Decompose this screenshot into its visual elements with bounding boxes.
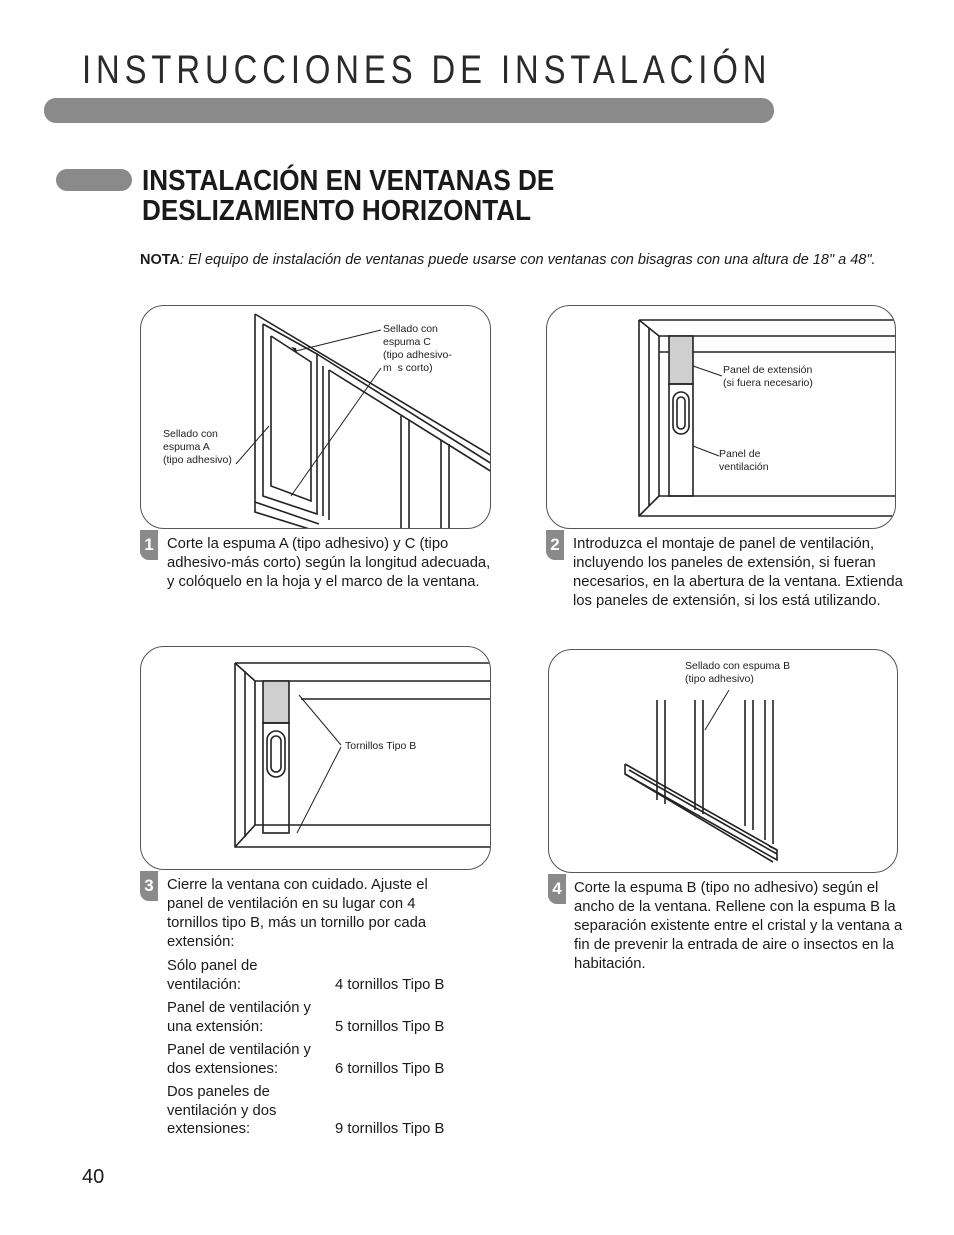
screw-row-desc: Panel de ventilación y una extensión: xyxy=(167,1000,311,1035)
callout-foam-c: Sellado con espuma C (tipo adhesivo- m s corto) xyxy=(383,323,452,374)
page-number: 40 xyxy=(82,1166,105,1188)
step-3-text: Cierre la ventana con cuidado. Ajuste el panel de ventilación en su lugar con 4 tornillos tipo B, más un tornillo por cada extensión: xyxy=(167,877,428,950)
section-title-line-1: INSTALACIÓN EN VENTANAS DE xyxy=(142,165,555,197)
note-label: NOTA xyxy=(140,252,181,268)
callout-extension-panel: Panel de extensión (si fuera necesario) xyxy=(723,364,813,389)
header-bar xyxy=(44,98,774,123)
screw-row xyxy=(167,957,487,994)
screw-row-qty: 4 tornillos Tipo B xyxy=(335,976,445,993)
step-1-text: Corte la espuma A (tipo adhesivo) y C (tipo adhesivo-más corto) según la longitud adecuada, y colóquelo en la hoja y el marco de la ventana. xyxy=(167,536,491,590)
step-1-badge: 1 xyxy=(140,530,158,560)
step-3-badge: 3 xyxy=(140,871,158,901)
vent-panel-illustration xyxy=(547,306,896,529)
screw-row-qty: 9 tornillos Tipo B xyxy=(335,1121,445,1137)
page-header-title: INSTRUCCIONES DE INSTALACIÓN xyxy=(82,48,772,92)
illustration-step-3 xyxy=(140,646,491,870)
note-text: : El equipo de instalación de ventanas puede usarse con ventanas con bisagras con una altura de 18" a 48". xyxy=(180,252,876,268)
illustration-step-2 xyxy=(546,305,896,529)
screws-illustration xyxy=(141,647,491,870)
step-4-text: Corte la espuma B (tipo no adhesivo) según el ancho de la ventana. Rellene con la espuma B la separación existente entre el cristal y la ventana a fin de prevenir la entrada de aire o insectos en la habitación. xyxy=(574,880,903,972)
callout-foam-b: Sellado con espuma B (tipo adhesivo) xyxy=(685,660,791,685)
illustration-step-1 xyxy=(140,305,491,529)
screw-row-desc: Sólo panel de ventilación: xyxy=(167,958,258,993)
screw-row xyxy=(167,1041,487,1078)
note xyxy=(140,251,890,270)
screw-table xyxy=(167,957,487,1144)
callout-screws: Tornillos Tipo B xyxy=(345,740,417,752)
step-2-text: Introduzca el montaje de panel de ventilación, incluyendo los paneles de extensión, si fueran necesarios, en la abertura de la ventana. Extienda los paneles de extensión, si los está utilizando. xyxy=(573,536,903,609)
callout-vent-panel: Panel de ventilación xyxy=(719,448,769,473)
section-title xyxy=(142,166,772,226)
screw-row-qty: 6 tornillos Tipo B xyxy=(335,1060,445,1077)
screw-row xyxy=(167,999,487,1036)
section-title-line-2: DESLIZAMIENTO HORIZONTAL xyxy=(142,195,532,227)
screw-row-qty: 5 tornillos Tipo B xyxy=(335,1018,445,1035)
step-2-badge: 2 xyxy=(546,530,564,560)
screw-row-desc: Dos paneles de ventilación y dos extensiones: xyxy=(167,1084,277,1137)
screw-row-desc: Panel de ventilación y dos extensiones: xyxy=(167,1042,311,1077)
section-marker xyxy=(56,169,132,191)
screw-row xyxy=(167,1083,487,1139)
illustration-step-4 xyxy=(548,649,898,873)
step-4-badge: 4 xyxy=(548,874,566,904)
callout-foam-a: Sellado con espuma A (tipo adhesivo) xyxy=(163,428,232,466)
